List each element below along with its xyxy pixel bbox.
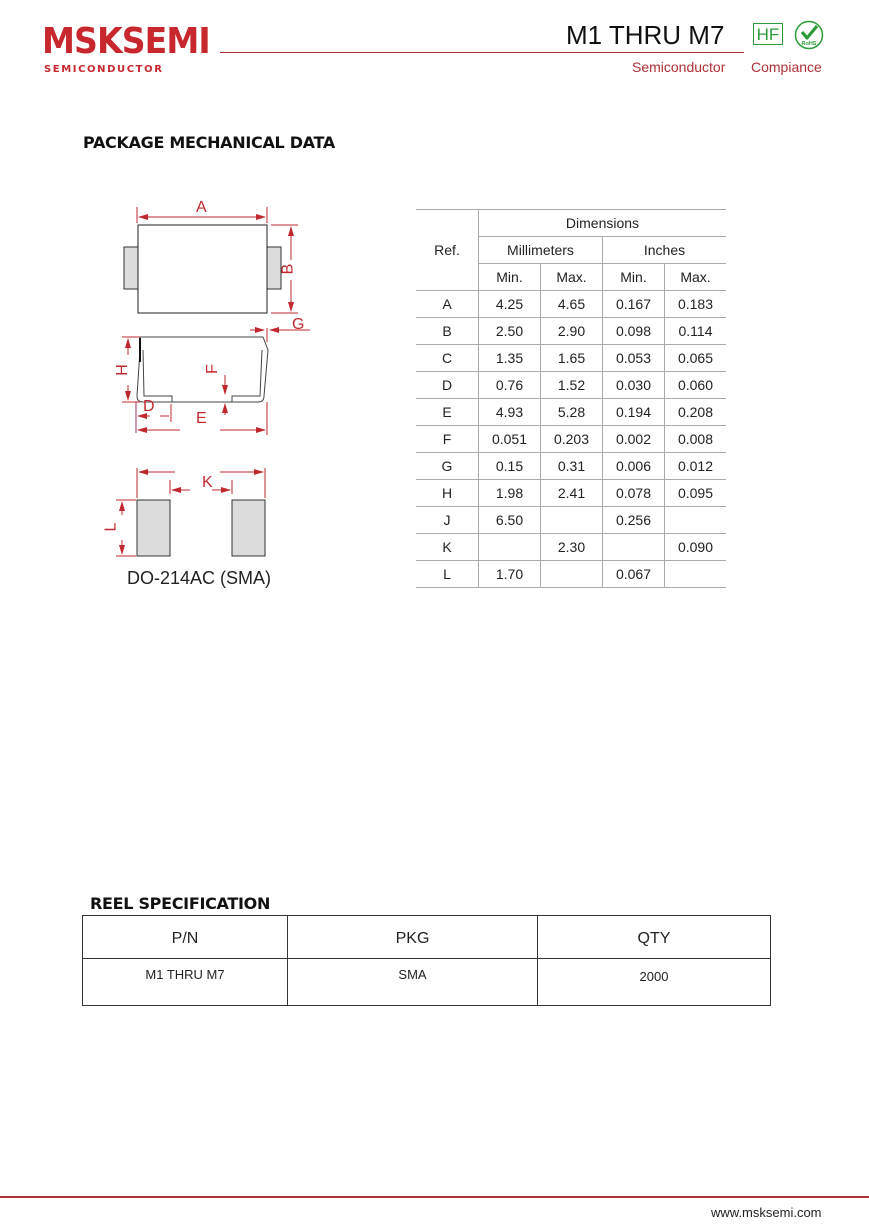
package-outline-diagram xyxy=(100,190,340,600)
table-row xyxy=(416,399,726,426)
table-row xyxy=(416,372,726,399)
cell-in-max xyxy=(665,507,727,534)
cell-pn: M1 THRU M7 xyxy=(83,959,288,1006)
header-pkg: PKG xyxy=(288,916,538,959)
header-millimeters: Millimeters xyxy=(479,237,603,264)
header-dimensions: Dimensions xyxy=(479,210,727,237)
header-in-max: Max. xyxy=(665,264,727,291)
cell-mm-max: 1.52 xyxy=(541,372,603,399)
dim-label-b: B xyxy=(279,263,297,275)
footer-divider xyxy=(0,1196,869,1198)
cell-mm-max: 2.30 xyxy=(541,534,603,561)
cell-mm-min: 4.25 xyxy=(479,291,541,318)
cell-in-min: 0.078 xyxy=(603,480,665,507)
header-inches: Inches xyxy=(603,237,727,264)
cell-pkg: SMA xyxy=(288,959,538,1006)
cell-in-max: 0.095 xyxy=(665,480,727,507)
cell-ref: D xyxy=(416,372,479,399)
reel-section-title: REEL SPECIFICATION xyxy=(90,894,271,913)
cell-mm-min: 1.98 xyxy=(479,480,541,507)
cell-ref: A xyxy=(416,291,479,318)
cell-ref: K xyxy=(416,534,479,561)
cell-ref: G xyxy=(416,453,479,480)
package-name: DO-214AC (SMA) xyxy=(127,568,272,588)
table-row xyxy=(416,507,726,534)
table-row xyxy=(416,426,726,453)
cell-mm-min xyxy=(479,534,541,561)
hf-badge: HF xyxy=(753,23,783,45)
cell-in-min: 0.067 xyxy=(603,561,665,588)
cell-mm-max: 2.90 xyxy=(541,318,603,345)
cell-mm-min: 0.76 xyxy=(479,372,541,399)
cell-in-min: 0.256 xyxy=(603,507,665,534)
cell-mm-max: 0.31 xyxy=(541,453,603,480)
cell-in-max: 0.065 xyxy=(665,345,727,372)
cell-in-max: 0.114 xyxy=(665,318,727,345)
cell-mm-min: 1.70 xyxy=(479,561,541,588)
dim-label-k: K xyxy=(202,474,213,491)
footer-website: www.msksemi.com xyxy=(711,1205,822,1220)
header-ref: Ref. xyxy=(416,210,479,291)
table-row xyxy=(416,345,726,372)
header-mm-min: Min. xyxy=(479,264,541,291)
table-row xyxy=(416,291,726,318)
document-title: M1 THRU M7 xyxy=(566,20,725,50)
cell-ref: F xyxy=(416,426,479,453)
cell-in-min: 0.053 xyxy=(603,345,665,372)
rohs-check-icon xyxy=(794,20,824,50)
cell-mm-max xyxy=(541,561,603,588)
cell-mm-max: 1.65 xyxy=(541,345,603,372)
cell-in-min: 0.006 xyxy=(603,453,665,480)
dim-label-a: A xyxy=(196,199,207,216)
cell-mm-min: 0.051 xyxy=(479,426,541,453)
cell-mm-min: 6.50 xyxy=(479,507,541,534)
cell-ref: J xyxy=(416,507,479,534)
cell-in-max: 0.090 xyxy=(665,534,727,561)
table-row xyxy=(416,534,726,561)
cell-mm-min: 0.15 xyxy=(479,453,541,480)
cell-in-min: 0.098 xyxy=(603,318,665,345)
dim-label-d: D xyxy=(143,398,155,415)
cell-mm-min: 1.35 xyxy=(479,345,541,372)
header-divider xyxy=(220,52,744,53)
svg-text:RoHS: RoHS xyxy=(801,41,817,47)
cell-in-min: 0.030 xyxy=(603,372,665,399)
cell-mm-max: 2.41 xyxy=(541,480,603,507)
cell-in-max: 0.008 xyxy=(665,426,727,453)
dim-label-e: E xyxy=(196,410,207,427)
dim-label-f: F xyxy=(203,364,221,374)
cell-in-max: 0.208 xyxy=(665,399,727,426)
cell-in-max: 0.183 xyxy=(665,291,727,318)
cell-in-min: 0.194 xyxy=(603,399,665,426)
cell-mm-min: 2.50 xyxy=(479,318,541,345)
cell-qty: 2000 xyxy=(538,959,771,1006)
cell-ref: H xyxy=(416,480,479,507)
cell-in-min: 0.167 xyxy=(603,291,665,318)
dim-label-h: H xyxy=(113,364,131,376)
subtitle-compliance: Compiance xyxy=(751,59,822,75)
cell-mm-max: 0.203 xyxy=(541,426,603,453)
cell-in-max: 0.060 xyxy=(665,372,727,399)
dim-label-l: L xyxy=(102,522,120,532)
table-row xyxy=(83,959,771,1006)
cell-mm-min: 4.93 xyxy=(479,399,541,426)
cell-ref: L xyxy=(416,561,479,588)
cell-in-max: 0.012 xyxy=(665,453,727,480)
subtitle-semiconductor: Semiconductor xyxy=(632,59,726,75)
header-qty: QTY xyxy=(538,916,771,959)
cell-ref: C xyxy=(416,345,479,372)
package-section-title: PACKAGE MECHANICAL DATA xyxy=(83,133,335,152)
header-mm-max: Max. xyxy=(541,264,603,291)
table-row xyxy=(416,561,726,588)
cell-mm-max xyxy=(541,507,603,534)
logo: MSKSEMI xyxy=(42,21,210,62)
header-pn: P/N xyxy=(83,916,288,959)
header-in-min: Min. xyxy=(603,264,665,291)
cell-in-max xyxy=(665,561,727,588)
cell-mm-max: 4.65 xyxy=(541,291,603,318)
dimensions-table xyxy=(416,209,726,588)
cell-mm-max: 5.28 xyxy=(541,399,603,426)
cell-in-min xyxy=(603,534,665,561)
dim-label-g: G xyxy=(292,316,305,333)
reel-table xyxy=(82,915,771,1006)
table-row xyxy=(416,318,726,345)
cell-ref: B xyxy=(416,318,479,345)
logo-subtitle: SEMICONDUCTOR xyxy=(44,64,164,75)
cell-ref: E xyxy=(416,399,479,426)
cell-in-min: 0.002 xyxy=(603,426,665,453)
table-row xyxy=(416,453,726,480)
table-row xyxy=(416,480,726,507)
